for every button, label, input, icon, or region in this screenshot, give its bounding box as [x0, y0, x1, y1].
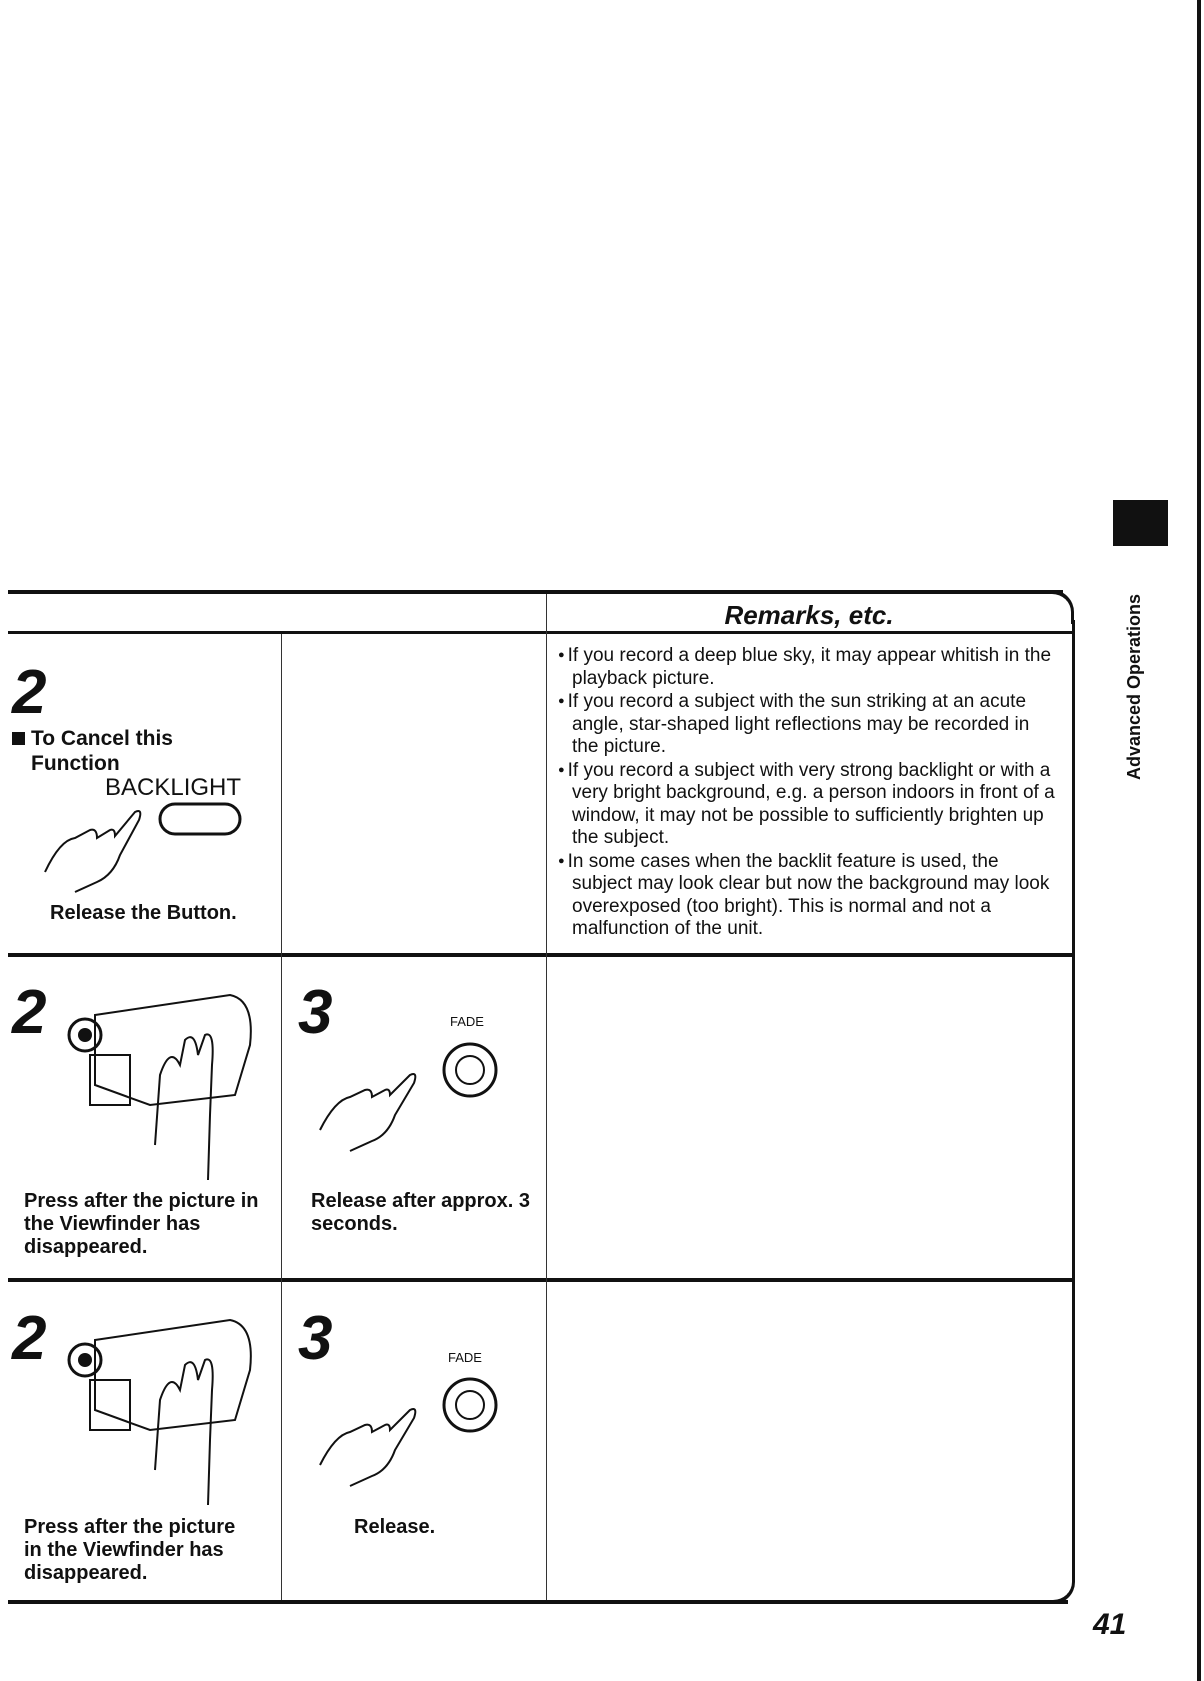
- remark-item: ● If you record a subject with very strong backlight or with a very bright background, e.g. a person indoors in front of a window, it may not be possible to sufficiently brighten up the subject.: [558, 759, 1058, 850]
- side-tab-label: Advanced Operations: [1124, 593, 1144, 780]
- row-rule-1: [8, 953, 1074, 957]
- remarks-list: [558, 644, 1058, 941]
- step-number: 2: [12, 978, 47, 1047]
- table-right-rule: [1072, 620, 1075, 1580]
- finger-press-fade-icon: [310, 1370, 510, 1500]
- step-number: 2: [12, 658, 47, 727]
- step-number: 3: [298, 1304, 333, 1373]
- column-divider-1: [281, 634, 282, 1600]
- cancel-heading: To Cancel this Function: [12, 726, 212, 776]
- remark-item: ● In some cases when the backlit feature is used, the subject may look clear but now the background may look overexposed (too bright). This is normal and not a malfunction of the unit.: [558, 850, 1058, 941]
- press-caption: Press after the picture in the Viewfinder has disappeared.: [24, 1516, 236, 1584]
- fade-label: FADE: [448, 1350, 482, 1365]
- camcorder-illustration: [60, 1310, 260, 1510]
- row-rule-2: [8, 1278, 1074, 1282]
- section-tab-marker: [1113, 500, 1168, 546]
- page-edge-bar: [1197, 0, 1201, 1681]
- remark-item: ● If you record a subject with the sun striking at an acute angle, star-shaped light reflections may be recorded in the picture.: [558, 690, 1058, 759]
- release-caption: Release.: [354, 1516, 436, 1538]
- square-bullet-icon: [12, 732, 25, 745]
- header-rule: [8, 631, 1074, 634]
- release-caption: Release after approx. 3 seconds.: [311, 1190, 530, 1235]
- step-number: 3: [298, 978, 333, 1047]
- step-number: 2: [12, 1304, 47, 1373]
- finger-press-button-icon: [35, 800, 250, 900]
- page-number: 41: [1093, 1608, 1127, 1641]
- camcorder-illustration: [60, 985, 260, 1185]
- release-caption: Release the Button.: [50, 902, 237, 924]
- table-top-rule: [8, 590, 1063, 594]
- press-caption: Press after the picture in the Viewfinder has disappeared.: [24, 1190, 259, 1258]
- backlight-label: BACKLIGHT: [105, 774, 242, 801]
- remarks-header: Remarks, etc.: [724, 600, 894, 630]
- table-bottom-rule: [8, 1600, 1068, 1604]
- fade-label: FADE: [450, 1014, 484, 1029]
- remark-item: ● If you record a deep blue sky, it may appear whitish in the playback picture.: [558, 644, 1058, 690]
- finger-press-fade-icon: [310, 1035, 510, 1165]
- table-corner-bottom: [1040, 1570, 1075, 1604]
- column-divider-2: [546, 594, 547, 1600]
